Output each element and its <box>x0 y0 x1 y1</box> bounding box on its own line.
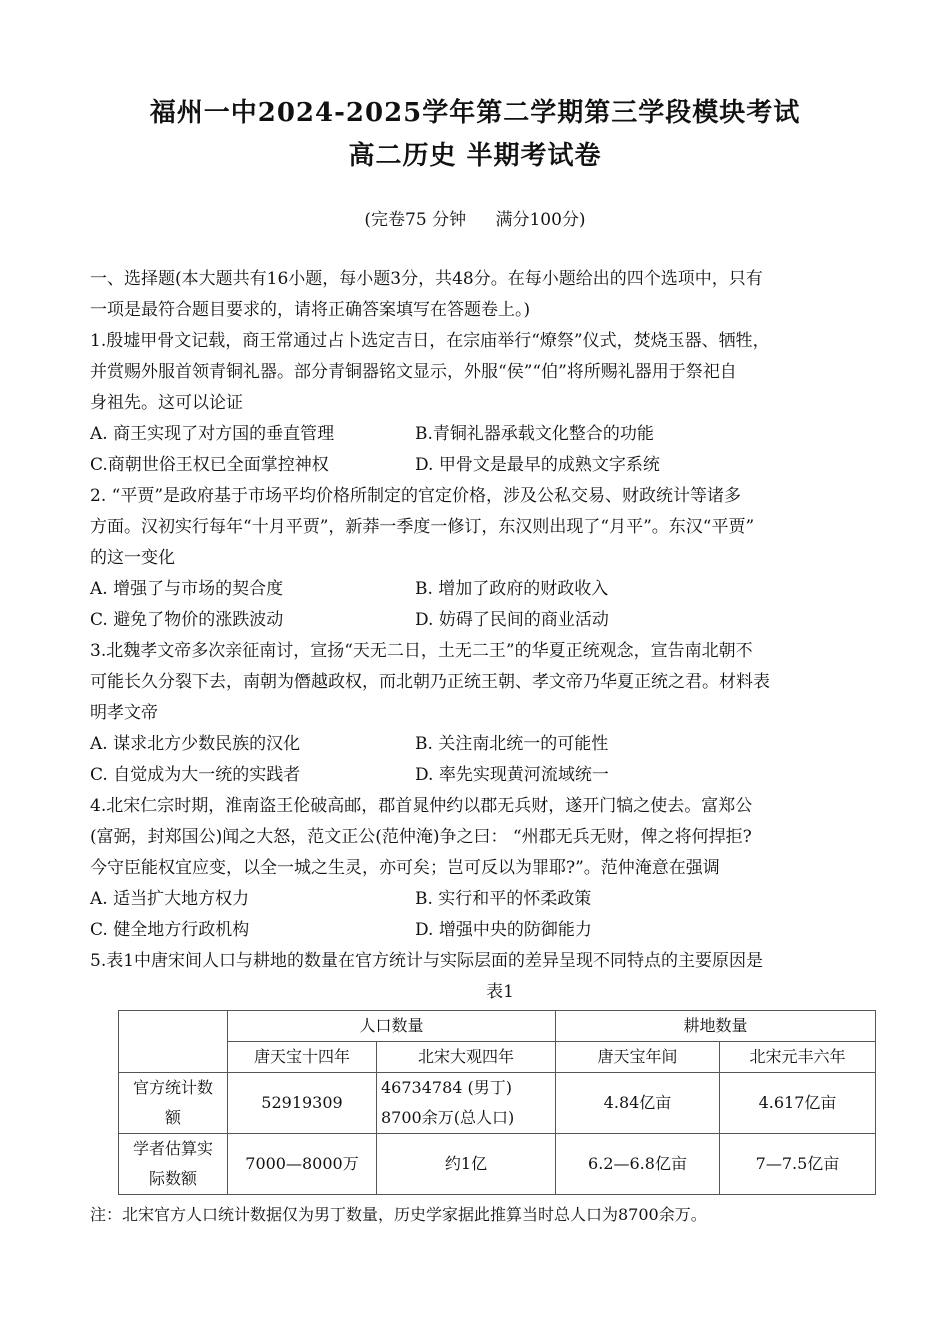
row-label-line: 额 <box>164 1108 181 1127</box>
q3-option-d: D. 率先实现黄河流域统一 <box>415 765 609 785</box>
q3-options-row <box>90 760 870 791</box>
exam-body <box>90 264 870 1230</box>
table-row <box>119 1073 876 1134</box>
q4-option-c: C. 健全地方行政机构 <box>90 920 250 940</box>
table-row <box>119 1134 876 1195</box>
exam-title: 福州一中2024-2025学年第二学期第三学段模块考试 <box>149 98 801 128</box>
q4-option-a: A. 适当扩大地方权力 <box>90 889 250 909</box>
table-sub-header: 唐天宝年间 <box>556 1042 720 1073</box>
exam-info <box>0 205 950 230</box>
section-heading: 一、选择题(本大题共有16小题，每小题3分，共48分。在每小题给出的四个选项中，只有 <box>90 269 763 289</box>
table-cell: 7000—8000万 <box>228 1134 377 1195</box>
table-group-header: 耕地数量 <box>556 1011 876 1042</box>
table-note: 注：北宋官方人口统计数据仅为男丁数量，历史学家据此推算当时总人口为8700余万。 <box>90 1205 707 1224</box>
row-label-line: 际数额 <box>148 1169 197 1188</box>
table-row-label <box>119 1073 228 1134</box>
table-caption: 表1 <box>486 982 514 1002</box>
table-cell <box>377 1073 556 1134</box>
table-corner-cell <box>119 1011 228 1073</box>
q2-option-a: A. 增强了与市场的契合度 <box>90 579 284 599</box>
q2-stem: 2. “平贾”是政府基于市场平均价格所制定的官定价格，涉及公私交易、财政统计等诸多 <box>90 486 742 506</box>
q3-option-a: A. 谋求北方少数民族的汉化 <box>90 734 301 754</box>
table-row-label <box>119 1134 228 1195</box>
row-label-line: 学者估算实 <box>132 1139 213 1158</box>
table-sub-header: 唐天宝十四年 <box>228 1042 377 1073</box>
table-cell: 4.617亿亩 <box>720 1073 876 1134</box>
q4-option-d: D. 增强中央的防御能力 <box>415 920 592 940</box>
q4-options-row <box>90 915 870 946</box>
q3-option-c: C. 自觉成为大一统的实践者 <box>90 765 301 785</box>
q1-option-c: C.商朝世俗王权已全面掌控神权 <box>90 455 329 475</box>
table-cell: 52919309 <box>228 1073 377 1134</box>
cell-line: 46734784 (男丁) <box>381 1078 513 1097</box>
cell-line: 8700余万(总人口) <box>381 1108 515 1127</box>
q3-options-row <box>90 729 870 760</box>
q4-stem: 今守臣能权宜应变，以全一城之生灵，亦可矣；岂可反以为罪耶?”。范仲淹意在强调 <box>90 858 720 878</box>
q1-option-a: A. 商王实现了对方国的垂直管理 <box>90 424 335 444</box>
q1-options-row <box>90 419 870 450</box>
exam-subject-title: 高二历史 半期考试卷 <box>348 141 602 171</box>
section-heading-cont: 一项是最符合题目要求的，请将正确答案填写在答题卷上。) <box>90 300 531 320</box>
q2-options-row <box>90 605 870 636</box>
population-land-table <box>118 1010 876 1195</box>
q4-options-row <box>90 884 870 915</box>
table-sub-header: 北宋元丰六年 <box>720 1042 876 1073</box>
q4-option-b: B. 实行和平的怀柔政策 <box>415 889 592 909</box>
exam-duration: (完卷75 分钟 <box>364 210 467 230</box>
q2-option-c: C. 避免了物价的涨跌波动 <box>90 610 284 630</box>
q3-option-b: B. 关注南北统一的可能性 <box>415 734 609 754</box>
q4-stem: 4.北宋仁宗时期，淮南盗王伦破高邮，郡首晁仲约以郡无兵财，遂开门犒之使去。富郑公 <box>90 796 753 816</box>
table-cell: 6.2—6.8亿亩 <box>556 1134 720 1195</box>
q2-option-b: B. 增加了政府的财政收入 <box>415 579 609 599</box>
table-sub-header: 北宋大观四年 <box>377 1042 556 1073</box>
q1-stem: 并赏赐外服首领青铜礼器。部分青铜器铭文显示，外服“侯”“伯”将所赐礼器用于祭祀自 <box>90 362 737 382</box>
q5-stem: 5.表1中唐宋间人口与耕地的数量在官方统计与实际层面的差异呈现不同特点的主要原因是 <box>90 951 764 971</box>
q1-options-row <box>90 450 870 481</box>
q3-stem: 可能长久分裂下去，南朝为僭越政权，而北朝乃正统王朝、孝文帝乃华夏正统之君。材料表 <box>90 672 770 692</box>
q3-stem: 明孝文帝 <box>90 703 158 723</box>
q1-option-d: D. 甲骨文是最早的成熟文字系统 <box>415 455 660 475</box>
table-cell: 7—7.5亿亩 <box>720 1134 876 1195</box>
q3-stem: 3.北魏孝文帝多次亲征南讨，宣扬“天无二日，土无二王”的华夏正统观念，宣告南北朝不 <box>90 641 753 661</box>
table-group-header: 人口数量 <box>228 1011 556 1042</box>
q2-options-row <box>90 574 870 605</box>
q1-option-b: B.青铜礼器承载文化整合的功能 <box>415 424 654 444</box>
q1-stem: 身祖先。这可以论证 <box>90 393 243 413</box>
q4-stem: (富弼，封郑国公)闻之大怒，范文正公(范仲淹)争之曰： “州郡无兵无财，俾之将何捍拒? <box>90 827 752 847</box>
table-cell: 约1亿 <box>377 1134 556 1195</box>
table-cell: 4.84亿亩 <box>556 1073 720 1134</box>
row-label-line: 官方统计数 <box>132 1078 213 1097</box>
q1-stem: 1.殷墟甲骨文记载，商王常通过占卜选定吉日，在宗庙举行“燎祭”仪式，焚烧玉器、牺牲， <box>90 331 770 351</box>
q2-option-d: D. 妨碍了民间的商业活动 <box>415 610 609 630</box>
q2-stem: 的这一变化 <box>90 548 175 568</box>
table-row <box>119 1011 876 1042</box>
table-row <box>119 1042 876 1073</box>
exam-full-score: 满分100分) <box>495 210 586 230</box>
q2-stem: 方面。汉初实行每年“十月平贾”，新莽一季度一修订，东汉则出现了“月平”。东汉“平贾” <box>90 517 755 537</box>
